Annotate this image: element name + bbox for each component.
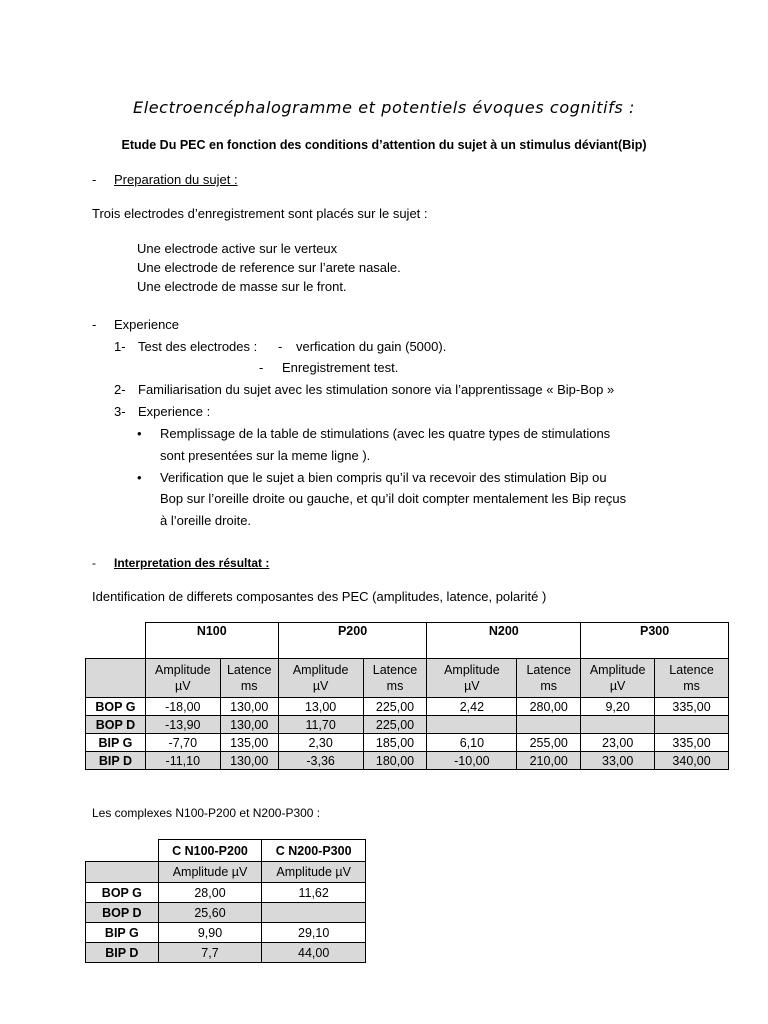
table-cell: 130,00 <box>220 752 278 770</box>
subheader-latence <box>655 659 729 698</box>
table-cell: 23,00 <box>581 734 655 752</box>
complexes-intro: Les complexes N100-P200 et N200-P300 : <box>92 806 321 820</box>
table-subheader-row <box>86 862 366 883</box>
table-cell: 2,42 <box>427 698 517 716</box>
table-cell: 28,00 <box>158 883 262 903</box>
subheader-unit: ms <box>683 679 700 693</box>
table-row <box>86 752 729 770</box>
table-cell: -10,00 <box>427 752 517 770</box>
table-cell: 130,00 <box>220 698 278 716</box>
item1-number: 1- <box>114 339 126 354</box>
table-cell: 2,30 <box>278 734 363 752</box>
table-row <box>86 943 366 963</box>
table-cell: 335,00 <box>655 698 729 716</box>
subheader-text: Latence <box>226 663 272 677</box>
subheader-amplitude: Amplitude µV <box>158 862 262 883</box>
table-cell <box>262 903 366 923</box>
table-cell: 280,00 <box>517 698 581 716</box>
table-cell: 44,00 <box>262 943 366 963</box>
table-subheader-corner <box>86 659 146 698</box>
group-header: P200 <box>278 623 427 659</box>
subheader-text: Amplitude <box>292 663 349 677</box>
electrode-line-3: Une electrode de masse sur le front. <box>137 279 347 294</box>
table-header-row <box>86 623 729 659</box>
group-header: C N200-P300 <box>262 840 366 862</box>
table-cell <box>517 716 581 734</box>
subheader-unit: µV <box>312 679 329 693</box>
subheader-latence <box>220 659 278 698</box>
item1-sub1-dash: - <box>278 339 283 354</box>
table-cell: 7,7 <box>158 943 262 963</box>
table-cell: 9,20 <box>581 698 655 716</box>
row-label: BIP G <box>86 734 146 752</box>
group-header: C N100-P200 <box>158 840 262 862</box>
table-row <box>86 716 729 734</box>
table-cell: 225,00 <box>363 698 427 716</box>
item1-sub2-dash: - <box>259 360 264 375</box>
subheader-amplitude <box>278 659 363 698</box>
subheader-unit: ms <box>386 679 404 693</box>
subheader-amplitude <box>581 659 655 698</box>
subheader-amplitude <box>145 659 220 698</box>
subheader-text: Amplitude <box>155 663 211 677</box>
table-cell: -18,00 <box>145 698 220 716</box>
item3-number: 3- <box>114 404 126 419</box>
section3-intro: Identification de differets composantes des PEC (amplitudes, latence, polarité ) <box>92 589 547 604</box>
group-header: P300 <box>581 623 729 659</box>
table-cell: 9,90 <box>158 923 262 943</box>
subheader-amplitude: Amplitude µV <box>262 862 366 883</box>
bullet-icon: • <box>137 470 142 485</box>
subheader-unit: ms <box>540 679 558 693</box>
page-subtitle: Etude Du PEC en fonction des conditions d’attention du sujet à un stimulus déviant(Bip) <box>121 138 647 152</box>
section2-dash: - <box>92 317 97 332</box>
row-label: BOP G <box>86 698 146 716</box>
subheader-text: Amplitude <box>444 663 500 677</box>
table-row <box>86 734 729 752</box>
item1-sub2-text: Enregistrement test. <box>282 360 399 375</box>
table-cell <box>655 716 729 734</box>
section3-dash: - <box>92 556 96 570</box>
page-title: Electroencéphalogramme et potentiels évoques cognitifs : <box>132 98 636 117</box>
row-label: BIP D <box>86 752 146 770</box>
complexes-table <box>85 839 366 963</box>
table-cell: 11,62 <box>262 883 366 903</box>
subheader-unit: µV <box>175 679 191 693</box>
table-cell: 340,00 <box>655 752 729 770</box>
table-cell: -11,10 <box>145 752 220 770</box>
section2-heading: Experience <box>114 317 180 332</box>
subheader-latence <box>517 659 581 698</box>
subheader-text: Latence <box>526 663 571 677</box>
table-cell: 185,00 <box>363 734 427 752</box>
table-cell <box>581 716 655 734</box>
table-cell: -7,70 <box>145 734 220 752</box>
item1-text: Test des electrodes : <box>138 339 258 354</box>
bullet1-line-2: sont presentées sur la meme ligne ). <box>160 448 371 463</box>
table-cell: 225,00 <box>363 716 427 734</box>
electrode-line-1: Une electrode active sur le verteux <box>137 241 338 256</box>
table-cell: 255,00 <box>517 734 581 752</box>
table-cell: 29,10 <box>262 923 366 943</box>
electrode-line-2: Une electrode de reference sur l’arete nasale. <box>137 260 401 275</box>
table-cell: 6,10 <box>427 734 517 752</box>
table-cell: 130,00 <box>220 716 278 734</box>
section1-heading: Preparation du sujet : <box>114 172 238 187</box>
table-cell: 135,00 <box>220 734 278 752</box>
row-label: BIP D <box>86 943 159 963</box>
table-cell: 33,00 <box>581 752 655 770</box>
group-header: N100 <box>145 623 278 659</box>
table-corner <box>86 623 146 659</box>
group-header: N200 <box>427 623 581 659</box>
bullet2-line-1: Verification que le sujet a bien compris qu’il va recevoir des stimulation Bip ou <box>160 470 607 485</box>
table-cell: 13,00 <box>278 698 363 716</box>
table-row <box>86 698 729 716</box>
table-row <box>86 883 366 903</box>
section1-intro: Trois electrodes d’enregistrement sont placés sur le sujet : <box>92 206 428 221</box>
item3-text: Experience : <box>138 404 211 419</box>
subheader-latence <box>363 659 427 698</box>
subheader-text: Amplitude <box>589 663 646 677</box>
table-cell: -13,90 <box>145 716 220 734</box>
table-cell <box>427 716 517 734</box>
table-row <box>86 903 366 923</box>
section1-dash: - <box>92 172 97 187</box>
bullet2-line-3: à l’oreille droite. <box>160 513 252 528</box>
table-subheader-row <box>86 659 729 698</box>
table-cell: -3,36 <box>278 752 363 770</box>
row-label: BOP D <box>86 903 159 923</box>
subheader-unit: µV <box>609 679 626 693</box>
section3-heading: Interpretation des résultat : <box>114 556 270 570</box>
row-label: BOP D <box>86 716 146 734</box>
table-cell: 180,00 <box>363 752 427 770</box>
table-header-row <box>86 840 366 862</box>
item1-sub1-text: verfication du gain (5000). <box>296 339 447 354</box>
row-label: BIP G <box>86 923 159 943</box>
item2-number: 2- <box>114 382 126 397</box>
bullet1-line-1: Remplissage de la table de stimulations (avec les quatre types de stimulations <box>160 426 611 441</box>
item2-text: Familiarisation du sujet avec les stimulation sonore via l’apprentissage « Bip-Bop » <box>138 382 615 397</box>
table-cell: 210,00 <box>517 752 581 770</box>
bullet-icon: • <box>137 426 142 441</box>
subheader-text: Latence <box>669 663 714 677</box>
table-cell: 335,00 <box>655 734 729 752</box>
row-label: BOP G <box>86 883 159 903</box>
bullet2-line-2: Bop sur l’oreille droite ou gauche, et qu’il doit compter mentalement les Bip reçus <box>160 491 627 506</box>
table-subheader-corner <box>86 862 159 883</box>
subheader-unit: ms <box>240 679 258 693</box>
table-cell: 25,60 <box>158 903 262 923</box>
table-row <box>86 923 366 943</box>
table-corner <box>86 840 159 862</box>
table-cell: 11,70 <box>278 716 363 734</box>
pec-table <box>85 622 729 770</box>
subheader-text: Latence <box>372 663 418 677</box>
subheader-amplitude <box>427 659 517 698</box>
subheader-unit: µV <box>464 679 480 693</box>
